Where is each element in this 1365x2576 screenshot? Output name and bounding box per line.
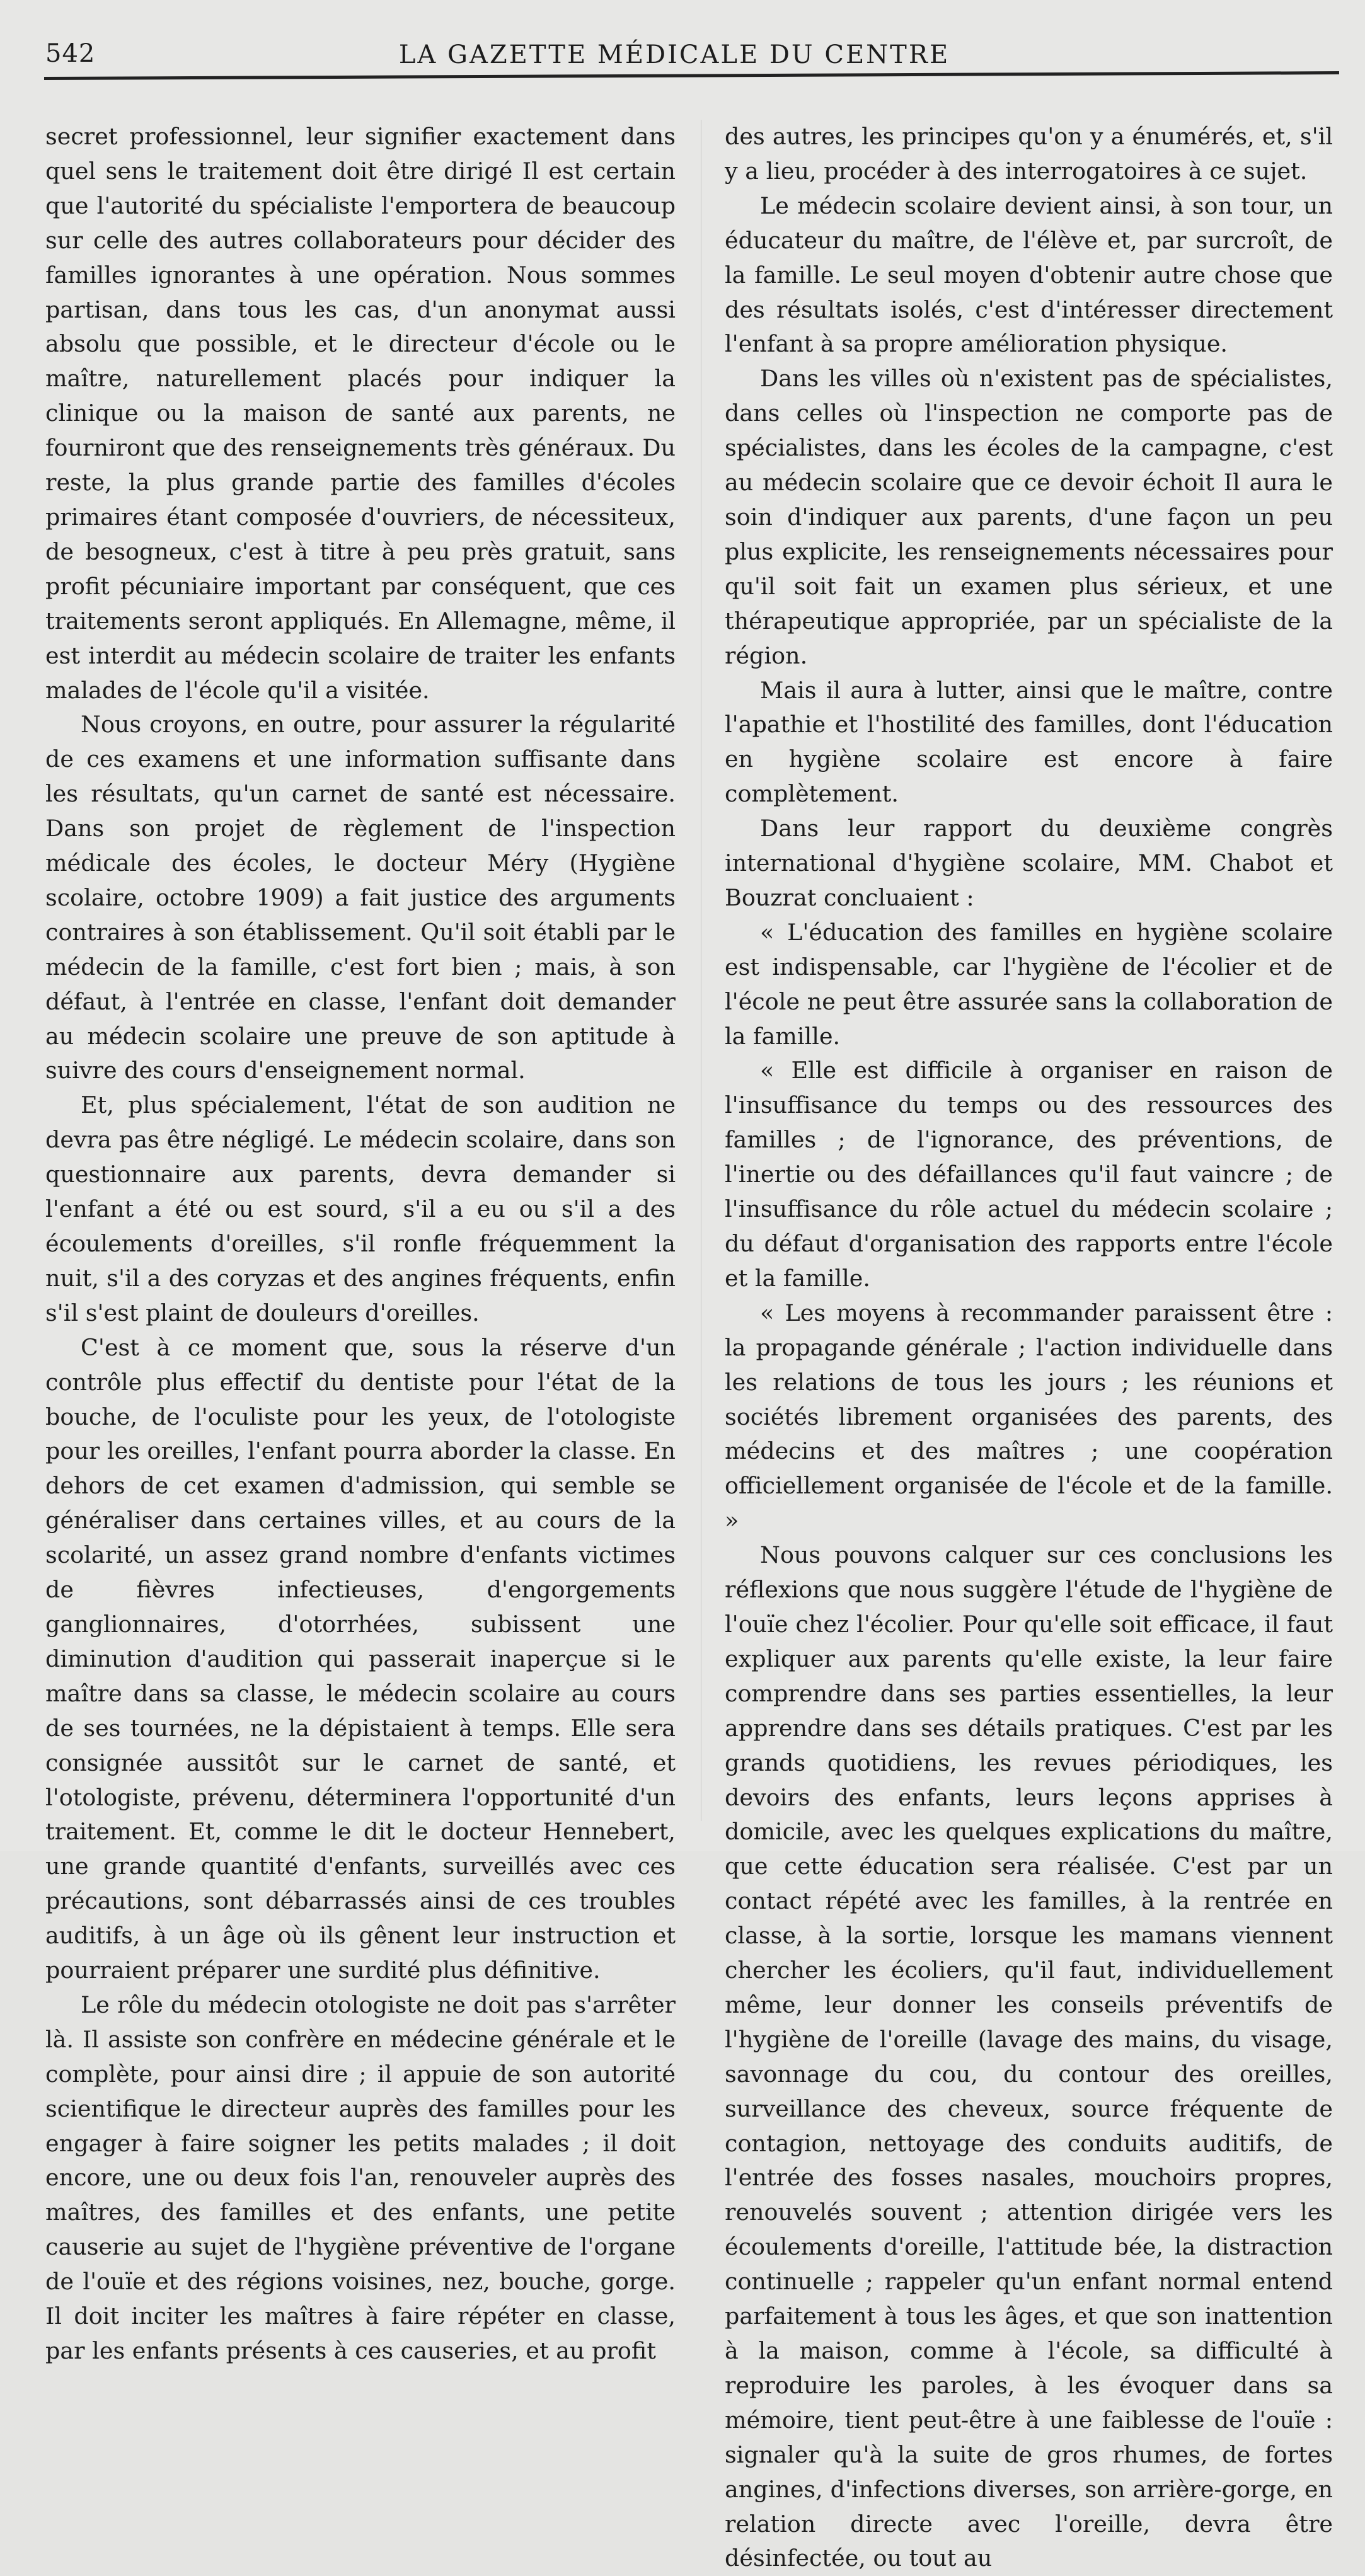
paragraph: Nous croyons, en outre, pour assurer la régularité de ces examens et une information suffisante dans les résultats, qu'un carnet de santé est nécessaire. Dans son projet de règlement de l'inspection médicale des écoles, le docteur Méry (Hygiène scolaire, octobre 1909) a fait justice des arguments contraires à son établissement. Qu'il soit établi par le médecin de la famille, c'est fort bien ; mais, à son défaut, à l'entrée en classe, l'enfant doit demander au médecin scolaire une preuve de son aptitude à suivre des cours d'enseignement normal. xyxy=(45,711,676,1084)
paragraph: Nous pouvons calquer sur ces conclusions les réflexions que nous suggère l'étude de l'hygiène de l'ouïe chez l'écolier. Pour qu'elle soit efficace, il faut expliquer aux parents qu'elle existe, la leur faire comprendre dans ses parties essentielles, la leur apprendre dans ses détails pratiques. C'est par les grands quotidiens, les revues périodiques, les devoirs des enfants, leurs leçons apprises à domicile, avec les quelques explications du maître, que cette éducation sera réalisée. C'est par un contact répété avec les familles, à la rentrée en classe, à la sortie, lorsque les mamans viennent chercher les écoliers, qu'il faut, individuellement même, leur donner les conseils préventifs de l'hygiène de l'oreille (lavage des mains, du visage, savonnage du cou, du contour des oreilles, surveillance des cheveux, source fréquente de contagion, nettoyage des conduits auditifs, de l'entrée des fosses nasales, mouchoirs propres, renouvelés souvent ; attention dirigée vers les écoulements d'oreille, l'attitude bée, la distraction continuelle ; rappeler qu'un enfant normal entend parfaitement à tous les âges, et que son inattention à la maison, comme à l'école, sa difficulté à reproduire les paroles, à les évoquer dans sa mémoire, tient peut-être à une faiblesse de l'ouïe : signaler qu'à la suite de gros rhumes, de fortes angines, d'infections diverses, son arrière-gorge, en relation directe avec l'oreille, devra être désinfectée, ou tout au xyxy=(725,1541,1333,2572)
paragraph: Le rôle du médecin otologiste ne doit pas s'arrêter là. Il assiste son confrère en médecine générale et le complète, pour ainsi dire ; il appuie de son autorité scientifique le directeur auprès des familles pour les engager à faire soigner les petits malades ; il doit encore, une ou deux fois l'an, renouveler auprès des maîtres, des familles et des enfants, une petite causerie au sujet de l'hygiène préventive de l'organe de l'ouïe et des régions voisines, nez, bouche, gorge. Il doit inciter les maîtres à faire répéter en classe, par les enfants présents à ces causeries, et au profit xyxy=(45,1991,676,2364)
quote-paragraph: « L'éducation des familles en hygiène scolaire est indispensable, car l'hygiène de l'écolier et de l'école ne peut être assurée sans la collaboration de la famille. xyxy=(725,918,1333,1050)
paragraph: Dans leur rapport du deuxième congrès international d'hygiène scolaire, MM. Chabot et Bouzrat concluaient : xyxy=(725,815,1333,911)
paragraph: C'est à ce moment que, sous la réserve d'un contrôle plus effectif du dentiste pour l'état de la bouche, de l'oculiste pour les yeux, de l'otologiste pour les oreilles, l'enfant pourra aborder la classe. En dehors de cet examen d'admission, qui semble se généraliser dans certaines villes, et au cours de la scolarité, un assez grand nombre d'enfants victimes de fièvres infectieuses, d'engorgements ganglionnaires, d'otorrhées, subissent une diminution d'audition qui passerait inaperçue si le maître dans sa classe, le médecin scolaire au cours de ses tournées, ne la dépistaient à temps. Elle sera consignée aussitôt sur le carnet de santé, et l'otologiste, prévenu, déterminera l'opportunité d'un traitement. Et, comme le dit le docteur Hennebert, une grande quantité d'enfants, surveillés avec ces précautions, sont débarrassés ainsi de ces troubles auditifs, à un âge où ils gênent leur instruction et pourraient préparer une surdité plus définitive. xyxy=(45,1333,676,1984)
paragraph: Dans les villes où n'existent pas de spécialistes, dans celles où l'inspection ne comporte pas de spécialistes, dans les écoles de la campagne, c'est au médecin scolaire que ce devoir échoit Il aura le soin d'indiquer aux parents, d'une façon un peu plus explicite, les renseignements nécessaires pour qu'il soit fait un examen plus sérieux, et une thérapeutique appropriée, par un spécialiste de la région. xyxy=(725,365,1333,669)
paragraph: secret professionnel, leur signifier exactement dans quel sens le traitement doit être dirigé Il est certain que l'autorité du spécialiste l'emportera de beaucoup sur celle des autres collaborateurs pour décider des familles ignorantes à une opération. Nous sommes partisan, dans tous les cas, d'un anonymat aussi absolu que possible, et le directeur d'école ou le maître, naturellement placés pour indiquer la clinique ou la maison de santé aux parents, ne fourniront que des renseignements très généraux. Du reste, la plus grande partie des familles d'écoles primaires étant composée d'ouvriers, de nécessiteux, de besogneux, c'est à titre à peu près gratuit, sans profit pécuniaire important par conséquent, que ces traitements seront appliqués. En Allemagne, même, il est interdit au médecin scolaire de traiter les enfants malades de l'école qu'il a visitée. xyxy=(45,123,676,704)
paragraph: des autres, les principes qu'on y a énumérés, et, s'il y a lieu, procéder à des interrogatoires à ce sujet. xyxy=(725,123,1333,185)
paragraph: Et, plus spécialement, l'état de son audition ne devra pas être négligé. Le médecin scolaire, dans son questionnaire aux parents, devra demander si l'enfant a été ou est sourd, s'il a eu ou s'il a des écoulements d'oreilles, s'il ronfle fréquemment la nuit, s'il a des coryzas et des angines fréquents, enfin s'il s'est plaint de douleurs d'oreilles. xyxy=(45,1091,676,1326)
quote-paragraph: « Elle est difficile à organiser en raison de l'insuffisance du temps ou des ressources des familles ; de l'ignorance, des préventions, de l'inertie ou des défaillances qu'il faut vaincre ; de l'insuffisance du rôle actuel du médecin scolaire ; du défaut d'organisation des rapports entre l'école et la famille. xyxy=(725,1057,1333,1292)
paragraph: Mais il aura à lutter, ainsi que le maître, contre l'apathie et l'hostilité des familles, dont l'éducation en hygiène scolaire est encore à faire complètement. xyxy=(725,676,1333,808)
quote-paragraph: « Les moyens à recommander paraissent être : la propagande générale ; l'action individuelle dans les relations de tous les jours ; les réunions et sociétés librement organisées des parents, des médecins et des maîtres ; une coopération officiellement organisée de l'école et de la famille. » xyxy=(725,1299,1333,1534)
page-header xyxy=(38,39,1311,77)
paragraph: Le médecin scolaire devient ainsi, à son tour, un éducateur du maître, de l'élève et, par surcroît, de la famille. Le seul moyen d'obtenir autre chose que des résultats isolés, c'est d'intéresser directement l'enfant à sa propre amélioration physique. xyxy=(725,192,1333,358)
right-column xyxy=(725,120,1333,2576)
left-column xyxy=(45,120,676,2369)
page-number: 542 xyxy=(45,39,96,68)
journal-title: LA GAZETTE MÉDICALE DU CENTRE xyxy=(398,40,950,69)
